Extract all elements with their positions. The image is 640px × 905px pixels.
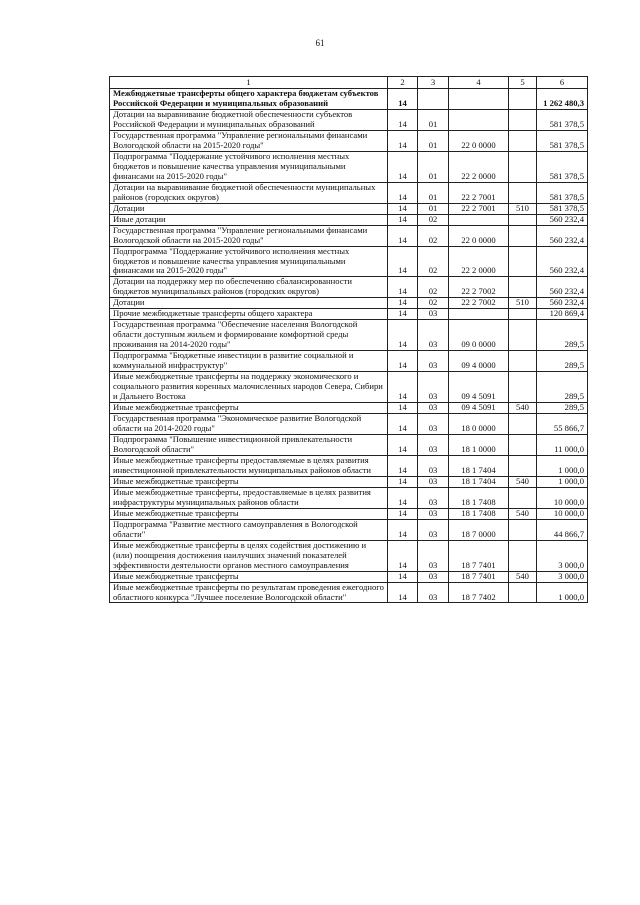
subsection-code-cell: 03 (418, 434, 449, 455)
target-article-cell: 22 2 0000 (449, 151, 509, 182)
section-code-cell: 14 (388, 298, 418, 309)
target-article-cell: 09 0 0000 (449, 320, 509, 351)
amount-cell: 1 000,0 (537, 476, 588, 487)
column-header: 2 (388, 77, 418, 89)
expense-type-cell (509, 130, 537, 151)
table-row (110, 214, 588, 225)
section-code-cell: 14 (388, 487, 418, 508)
column-header: 5 (509, 77, 537, 89)
amount-cell: 560 232,4 (537, 225, 588, 246)
row-name-cell: Подпрограмма "Бюджетные инвестиции в развитие социальной и коммунальной инфраструктур" (110, 351, 388, 372)
subsection-code-cell: 03 (418, 519, 449, 540)
amount-cell: 581 378,5 (537, 182, 588, 203)
table-row (110, 487, 588, 508)
expense-type-cell (509, 182, 537, 203)
column-header: 1 (110, 77, 388, 89)
target-article-cell: 22 2 7001 (449, 203, 509, 214)
target-article-cell (449, 214, 509, 225)
row-name-cell: Иные межбюджетные трансферты по результатам проведения ежегодного областного конкурса "Лучшее поселение Вологодской области" (110, 582, 388, 603)
expense-type-cell (509, 309, 537, 320)
section-code-cell: 14 (388, 320, 418, 351)
amount-cell: 3 000,0 (537, 571, 588, 582)
amount-cell: 581 378,5 (537, 109, 588, 130)
expense-type-cell (509, 414, 537, 435)
row-name-cell: Иные дотации (110, 214, 388, 225)
row-name-cell: Подпрограмма "Поддержание устойчивого исполнения местных бюджетов и повышение качества управления муниципальными финансами на 2015-2020 годы" (110, 246, 388, 277)
section-code-cell: 14 (388, 519, 418, 540)
section-code-cell: 14 (388, 277, 418, 298)
amount-cell: 560 232,4 (537, 246, 588, 277)
table-row (110, 203, 588, 214)
row-name-cell: Дотации на выравнивание бюджетной обеспеченности муниципальных районов (городских округов) (110, 182, 388, 203)
table-row (110, 351, 588, 372)
subsection-code-cell: 01 (418, 182, 449, 203)
subsection-code-cell: 01 (418, 203, 449, 214)
target-article-cell: 18 0 0000 (449, 414, 509, 435)
row-name-cell: Иные межбюджетные трансферты на поддержку экономического и социального развития коренных малочисленных народов Севера, Сибири и Дальнего Востока (110, 372, 388, 403)
column-header: 6 (537, 77, 588, 89)
row-name-cell: Дотации на выравнивание бюджетной обеспеченности субъектов Российской Федерации и муниципальных образований (110, 109, 388, 130)
table-row (110, 225, 588, 246)
subsection-code-cell: 02 (418, 246, 449, 277)
budget-table (109, 76, 588, 603)
row-name-cell: Государственная программа "Управление региональными финансами Вологодской области на 2015-2020 годы" (110, 130, 388, 151)
amount-cell: 560 232,4 (537, 214, 588, 225)
expense-type-cell (509, 582, 537, 603)
section-code-cell: 14 (388, 403, 418, 414)
table-row (110, 434, 588, 455)
amount-cell: 289,5 (537, 320, 588, 351)
target-article-cell: 22 2 7002 (449, 298, 509, 309)
table-row (110, 277, 588, 298)
section-code-cell: 14 (388, 130, 418, 151)
expense-type-cell (509, 351, 537, 372)
target-article-cell: 09 4 5091 (449, 403, 509, 414)
section-code-cell: 14 (388, 309, 418, 320)
expense-type-cell (509, 214, 537, 225)
table-row (110, 320, 588, 351)
row-name-cell: Межбюджетные трансферты общего характера бюджетам субъектов Российской Федерации и муниципальных образований (110, 89, 388, 110)
subsection-code-cell: 01 (418, 109, 449, 130)
subsection-code-cell: 03 (418, 372, 449, 403)
section-code-cell: 14 (388, 109, 418, 130)
expense-type-cell (509, 151, 537, 182)
expense-type-cell: 540 (509, 403, 537, 414)
section-code-cell: 14 (388, 476, 418, 487)
section-code-cell: 14 (388, 540, 418, 571)
section-code-cell: 14 (388, 455, 418, 476)
table-header-row (110, 77, 588, 89)
target-article-cell: 22 0 0000 (449, 130, 509, 151)
amount-cell: 1 000,0 (537, 455, 588, 476)
row-name-cell: Подпрограмма "Поддержание устойчивого исполнения местных бюджетов и повышение качества управления муниципальными финансами на 2015-2020 годы" (110, 151, 388, 182)
expense-type-cell (509, 372, 537, 403)
subsection-code-cell: 02 (418, 298, 449, 309)
expense-type-cell (509, 89, 537, 110)
amount-cell: 11 000,0 (537, 434, 588, 455)
subsection-code-cell: 01 (418, 151, 449, 182)
section-code-cell: 14 (388, 182, 418, 203)
subsection-code-cell (418, 89, 449, 110)
expense-type-cell: 540 (509, 476, 537, 487)
expense-type-cell: 540 (509, 508, 537, 519)
amount-cell: 44 866,7 (537, 519, 588, 540)
table-row (110, 372, 588, 403)
section-code-cell: 14 (388, 351, 418, 372)
table-row (110, 476, 588, 487)
row-name-cell: Подпрограмма "Повышение инвестиционной привлекательности Вологодской области" (110, 434, 388, 455)
row-name-cell: Подпрограмма "Развитие местного самоуправления в Вологодской области" (110, 519, 388, 540)
section-code-cell: 14 (388, 203, 418, 214)
section-code-cell: 14 (388, 89, 418, 110)
subsection-code-cell: 03 (418, 540, 449, 571)
table-row (110, 519, 588, 540)
expense-type-cell (509, 246, 537, 277)
amount-cell: 3 000,0 (537, 540, 588, 571)
target-article-cell: 22 2 7002 (449, 277, 509, 298)
subsection-code-cell: 03 (418, 571, 449, 582)
row-name-cell: Иные межбюджетные трансферты (110, 403, 388, 414)
target-article-cell: 18 1 7404 (449, 476, 509, 487)
amount-cell: 560 232,4 (537, 298, 588, 309)
table-row (110, 182, 588, 203)
row-name-cell: Иные межбюджетные трансферты предоставляемые в целях развития инвестиционной привлекательности муниципальных районов области (110, 455, 388, 476)
target-article-cell: 18 7 7402 (449, 582, 509, 603)
target-article-cell (449, 309, 509, 320)
page-number: 61 (315, 38, 325, 48)
subsection-code-cell: 01 (418, 130, 449, 151)
subsection-code-cell: 02 (418, 277, 449, 298)
amount-cell: 289,5 (537, 403, 588, 414)
amount-cell: 1 000,0 (537, 582, 588, 603)
subsection-code-cell: 03 (418, 403, 449, 414)
table-row (110, 109, 588, 130)
target-article-cell: 18 1 0000 (449, 434, 509, 455)
expense-type-cell (509, 540, 537, 571)
row-name-cell: Прочие межбюджетные трансферты общего характера (110, 309, 388, 320)
section-code-cell: 14 (388, 214, 418, 225)
expense-type-cell (509, 109, 537, 130)
section-code-cell: 14 (388, 414, 418, 435)
expense-type-cell: 510 (509, 203, 537, 214)
table-row (110, 582, 588, 603)
subsection-code-cell: 03 (418, 320, 449, 351)
amount-cell: 1 262 480,3 (537, 89, 588, 110)
table-row (110, 508, 588, 519)
row-name-cell: Иные межбюджетные трансферты (110, 508, 388, 519)
row-name-cell: Государственная программа "Обеспечение населения Вологодской области доступным жильем и формирование комфортной среды проживания на 2014-2020 годы" (110, 320, 388, 351)
amount-cell: 581 378,5 (537, 151, 588, 182)
amount-cell: 10 000,0 (537, 508, 588, 519)
column-header: 4 (449, 77, 509, 89)
expense-type-cell (509, 434, 537, 455)
target-article-cell (449, 89, 509, 110)
section-code-cell: 14 (388, 571, 418, 582)
target-article-cell (449, 109, 509, 130)
subsection-code-cell: 02 (418, 225, 449, 246)
row-name-cell: Дотации на поддержку мер по обеспечению сбалансированности бюджетов муниципальных районов (городских округов) (110, 277, 388, 298)
section-code-cell: 14 (388, 372, 418, 403)
amount-cell: 560 232,4 (537, 277, 588, 298)
subsection-code-cell: 03 (418, 309, 449, 320)
row-name-cell: Иные межбюджетные трансферты (110, 571, 388, 582)
target-article-cell: 22 2 0000 (449, 246, 509, 277)
amount-cell: 289,5 (537, 372, 588, 403)
target-article-cell: 18 7 7401 (449, 540, 509, 571)
section-code-cell: 14 (388, 151, 418, 182)
amount-cell: 289,5 (537, 351, 588, 372)
target-article-cell: 18 1 7408 (449, 508, 509, 519)
expense-type-cell (509, 487, 537, 508)
row-name-cell: Дотации (110, 203, 388, 214)
subsection-code-cell: 03 (418, 351, 449, 372)
subsection-code-cell: 03 (418, 476, 449, 487)
table-row (110, 414, 588, 435)
row-name-cell: Иные межбюджетные трансферты, предоставляемые в целях развития инфраструктуры муниципальных районов области (110, 487, 388, 508)
section-code-cell: 14 (388, 508, 418, 519)
target-article-cell: 09 4 5091 (449, 372, 509, 403)
subsection-code-cell: 03 (418, 487, 449, 508)
table-row (110, 298, 588, 309)
target-article-cell: 18 1 7404 (449, 455, 509, 476)
subsection-code-cell: 03 (418, 455, 449, 476)
table-row (110, 571, 588, 582)
target-article-cell: 18 7 7401 (449, 571, 509, 582)
target-article-cell: 09 4 0000 (449, 351, 509, 372)
target-article-cell: 22 0 0000 (449, 225, 509, 246)
subsection-code-cell: 03 (418, 508, 449, 519)
amount-cell: 581 378,5 (537, 130, 588, 151)
amount-cell: 581 378,5 (537, 203, 588, 214)
section-code-cell: 14 (388, 246, 418, 277)
amount-cell: 10 000,0 (537, 487, 588, 508)
table-row (110, 403, 588, 414)
expense-type-cell: 510 (509, 298, 537, 309)
expense-type-cell (509, 225, 537, 246)
expense-type-cell (509, 277, 537, 298)
row-name-cell: Дотации (110, 298, 388, 309)
section-code-cell: 14 (388, 225, 418, 246)
amount-cell: 55 866,7 (537, 414, 588, 435)
target-article-cell: 18 1 7408 (449, 487, 509, 508)
table-row (110, 89, 588, 110)
table-row (110, 309, 588, 320)
table-row (110, 540, 588, 571)
expense-type-cell (509, 519, 537, 540)
row-name-cell: Государственная программа "Управление региональными финансами Вологодской области на 2015-2020 годы" (110, 225, 388, 246)
table-row (110, 246, 588, 277)
table-row (110, 455, 588, 476)
table-row (110, 151, 588, 182)
target-article-cell: 22 2 7001 (449, 182, 509, 203)
table-row (110, 130, 588, 151)
subsection-code-cell: 03 (418, 582, 449, 603)
section-code-cell: 14 (388, 582, 418, 603)
row-name-cell: Иные межбюджетные трансферты в целях содействия достижению и (или) поощрения достижения наилучших значений показателей эффективности деятельности органов местного самоуправления (110, 540, 388, 571)
subsection-code-cell: 02 (418, 214, 449, 225)
row-name-cell: Государственная программа "Экономическое развитие Вологодской области на 2014-2020 годы" (110, 414, 388, 435)
expense-type-cell (509, 455, 537, 476)
column-header: 3 (418, 77, 449, 89)
expense-type-cell: 540 (509, 571, 537, 582)
amount-cell: 120 869,4 (537, 309, 588, 320)
target-article-cell: 18 7 0000 (449, 519, 509, 540)
expense-type-cell (509, 320, 537, 351)
section-code-cell: 14 (388, 434, 418, 455)
subsection-code-cell: 03 (418, 414, 449, 435)
row-name-cell: Иные межбюджетные трансферты (110, 476, 388, 487)
